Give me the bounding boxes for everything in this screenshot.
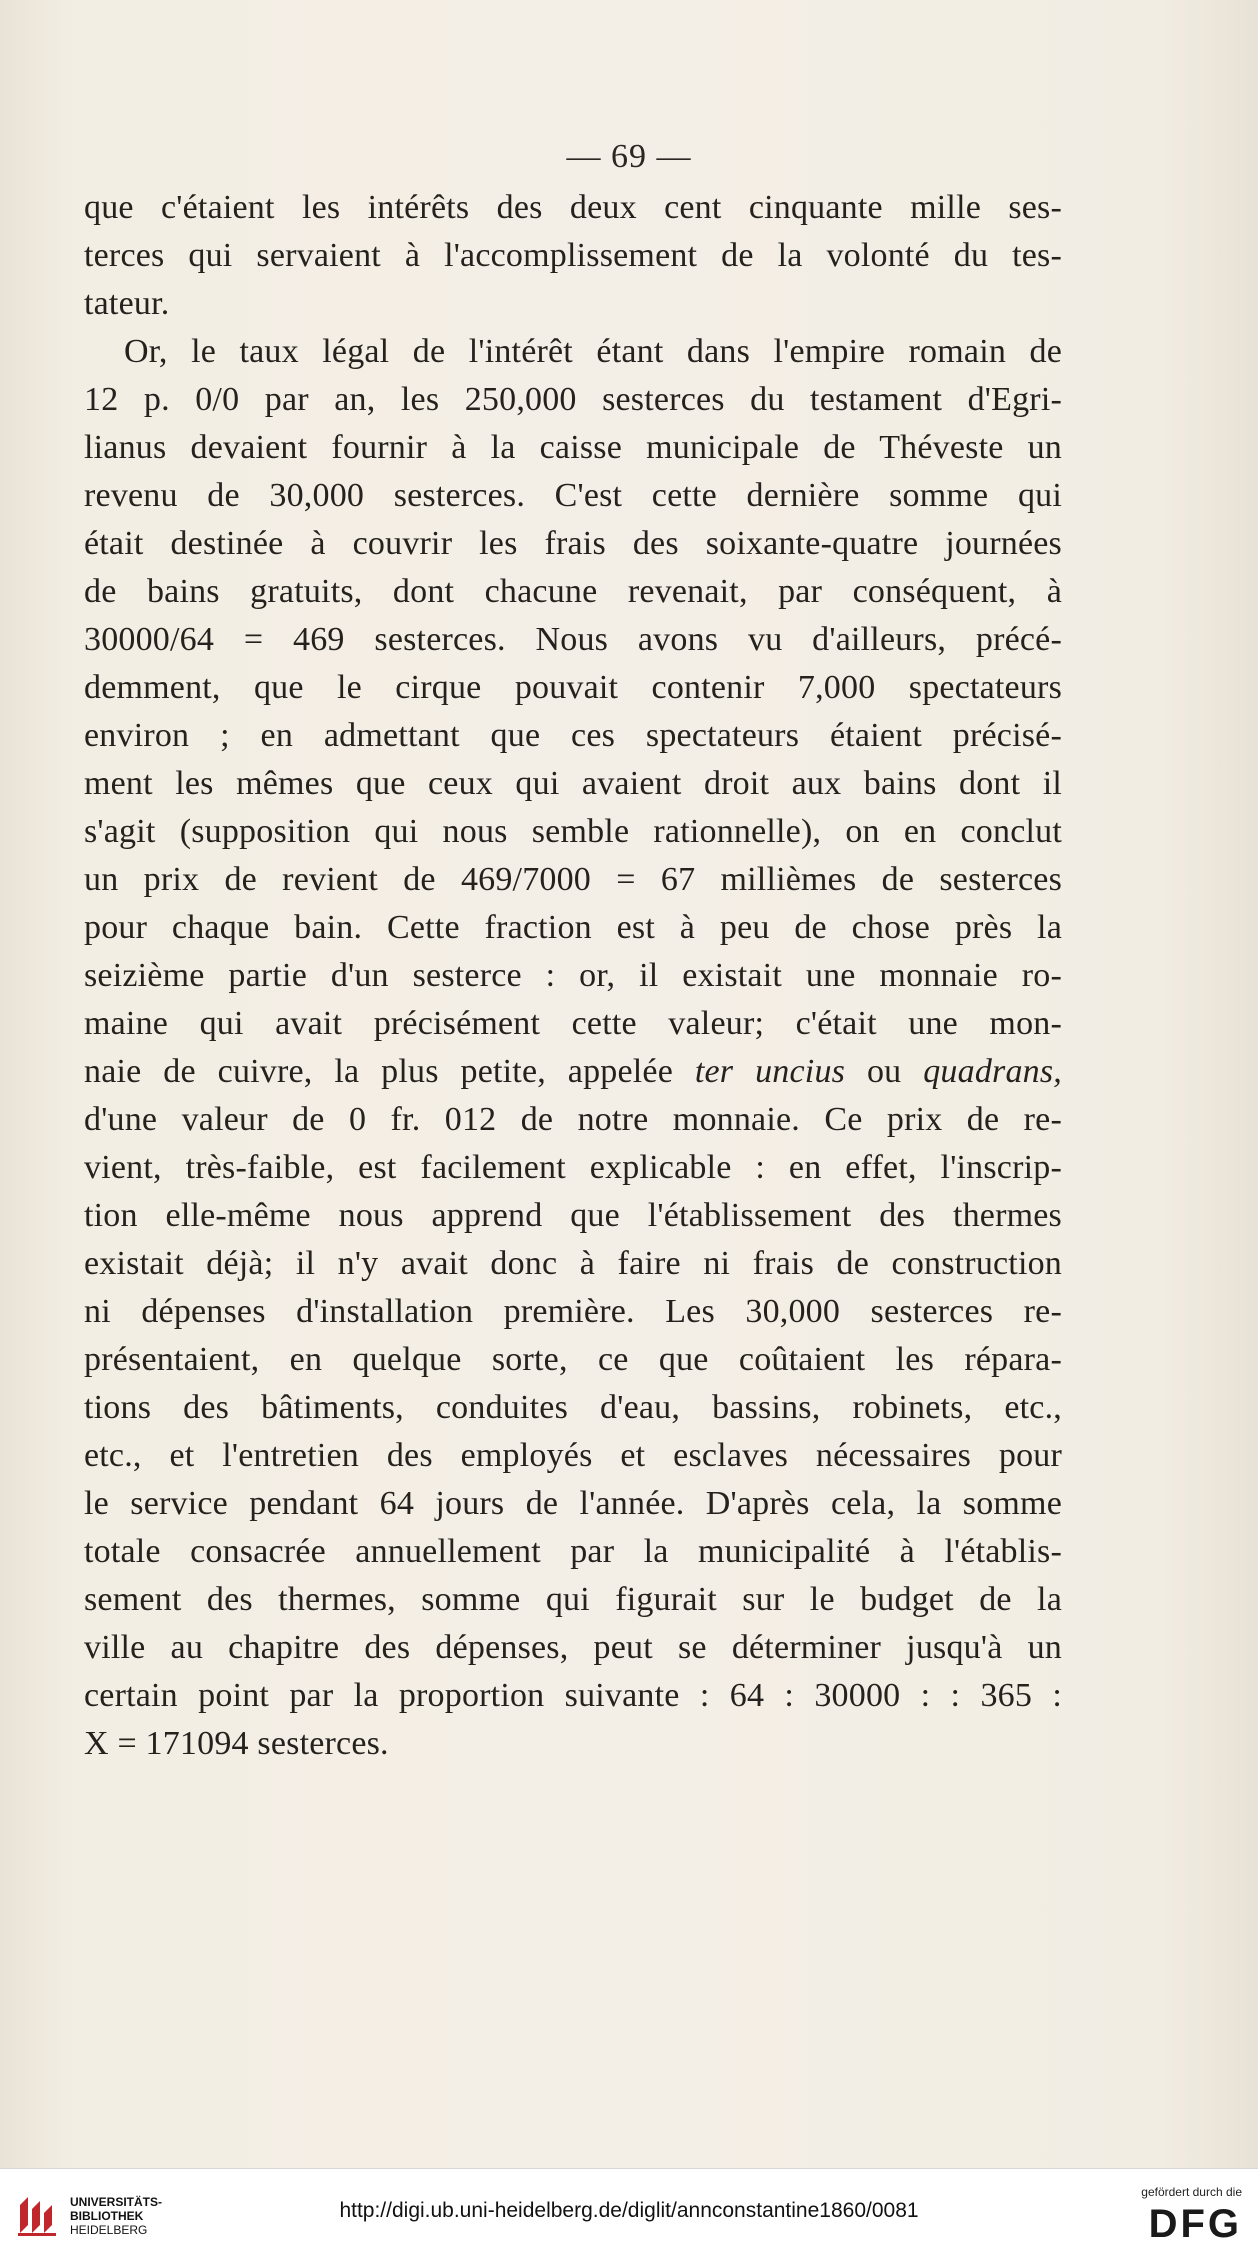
text-line: lianus devaient fournir à la caisse municipale de Théveste un: [84, 429, 1062, 466]
text-line: de bains gratuits, dont chacune revenait, par conséquent, à: [84, 573, 1062, 610]
text-line: 30000/64 = 469 sesterces. Nous avons vu d'ailleurs, précé-: [84, 621, 1062, 658]
dfg-logo: DFG: [1148, 2202, 1242, 2246]
funding-credit: [1102, 2185, 1242, 2247]
text-line: totale consacrée annuellement par la municipalité à l'établis-: [84, 1533, 1062, 1570]
text-line: demment, que le cirque pouvait contenir 7,000 spectateurs: [84, 669, 1062, 706]
text-line: maine qui avait précisément cette valeur; c'était une mon-: [84, 1005, 1062, 1042]
text-line: que c'étaient les intérêts des deux cent cinquante mille ses-: [84, 189, 1062, 226]
footer-bar: [0, 2168, 1258, 2260]
text-line: était destinée à couvrir les frais des soixante-quatre journées: [84, 525, 1062, 562]
text-line: présentaient, en quelque sorte, ce que coûtaient les répara-: [84, 1341, 1062, 1378]
text-segment: naie de cuivre, la plus petite, appelée: [84, 1053, 695, 1090]
text-line: vient, très-faible, est facilement explicable : en effet, l'inscrip-: [84, 1149, 1062, 1186]
body-text: [84, 184, 1062, 1768]
text-line: Or, le taux légal de l'intérêt étant dans l'empire romain de: [124, 333, 1062, 370]
page-number: — 69 —: [566, 138, 692, 175]
library-name-line: HEIDELBERG: [70, 2223, 148, 2237]
text-line: ment les mêmes que ceux qui avaient droit aux bains dont il: [84, 765, 1062, 802]
text-line: tateur.: [84, 285, 170, 322]
italic-term: quadrans,: [923, 1053, 1062, 1090]
library-name-line: BIBLIOTHEK: [70, 2209, 144, 2223]
text-line: existait déjà; il n'y avait donc à faire ni frais de construction: [84, 1245, 1062, 1282]
text-line: revenu de 30,000 sesterces. C'est cette dernière somme qui: [84, 477, 1062, 514]
text-line: ville au chapitre des dépenses, peut se déterminer jusqu'à un: [84, 1629, 1062, 1666]
text-line: etc., et l'entretien des employés et esclaves nécessaires pour: [84, 1437, 1062, 1474]
library-name-line: UNIVERSITÄTS-: [70, 2195, 163, 2209]
text-line-italic-terms: [84, 1048, 1062, 1096]
text-line: ni dépenses d'installation première. Les 30,000 sesterces re-: [84, 1293, 1062, 1330]
text-line: d'une valeur de 0 fr. 012 de notre monnaie. Ce prix de re-: [84, 1101, 1062, 1138]
text-line: certain point par la proportion suivante : 64 : 30000 : : 365 :: [84, 1677, 1062, 1714]
text-line: terces qui servaient à l'accomplissement de la volonté du tes-: [84, 237, 1062, 274]
text-line: tions des bâtiments, conduites d'eau, bassins, robinets, etc.,: [84, 1389, 1062, 1426]
funded-by-label: gefördert durch die: [1141, 2185, 1242, 2199]
italic-term: ter uncius: [694, 1053, 846, 1090]
text-line: tion elle-même nous apprend que l'établissement des thermes: [84, 1197, 1062, 1234]
text-line: s'agit (supposition qui nous semble rationnelle), on en conclut: [84, 813, 1062, 850]
text-segment: ou: [845, 1053, 924, 1090]
text-line: X = 171094 sesterces.: [84, 1725, 389, 1762]
text-line: sement des thermes, somme qui figurait sur le budget de la: [84, 1581, 1062, 1618]
text-line: pour chaque bain. Cette fraction est à peu de chose près la: [84, 909, 1062, 946]
source-url[interactable]: http://digi.ub.uni-heidelberg.de/diglit/annconstantine1860/0081: [339, 2199, 919, 2222]
text-line: le service pendant 64 jours de l'année. D'après cela, la somme: [84, 1485, 1062, 1522]
text-line: 12 p. 0/0 par an, les 250,000 sesterces du testament d'Egri-: [84, 381, 1062, 418]
text-line: seizième partie d'un sesterce : or, il existait une monnaie ro-: [84, 957, 1062, 994]
text-line: un prix de revient de 469/7000 = 67 millièmes de sesterces: [84, 861, 1062, 898]
text-line: environ ; en admettant que ces spectateurs étaient précisé-: [84, 717, 1062, 754]
